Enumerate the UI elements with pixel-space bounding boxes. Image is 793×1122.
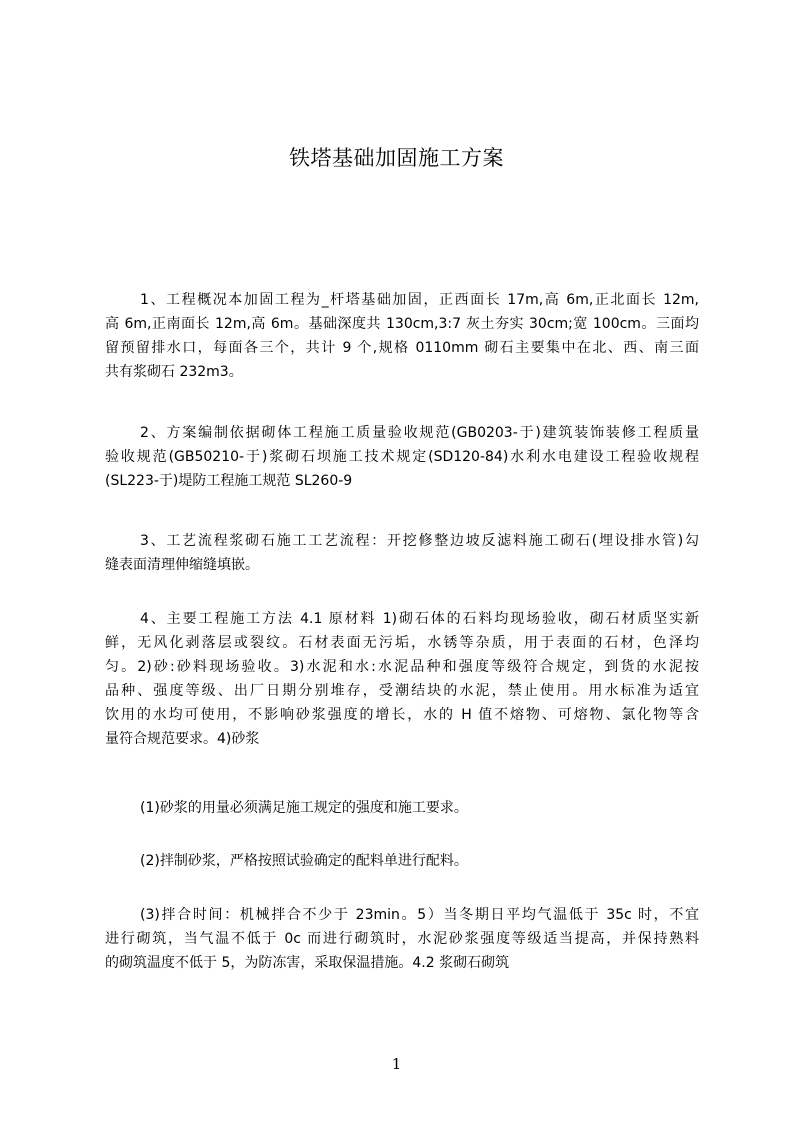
paragraph-line: 共有浆砌石 232m3。 (105, 364, 243, 380)
paragraph-line: 匀。2)砂:砂料现场验收。3)水泥和水:水泥品种和强度等级符合规定，到货的水泥按 (105, 659, 699, 675)
paragraph-line: (2)拌制砂浆，严格按照试验确定的配料单进行配料。 (140, 853, 468, 869)
paragraph-line: (SL223-于)堤防工程施工规范 SL260-9 (105, 473, 353, 489)
paragraph-line: 验收规范(GB50210-于)浆砌石坝施工技术规定(SD120-84)水利水电建设工程验收规程 (105, 449, 699, 465)
paragraph-line: 量符合规范要求。4)砂浆 (105, 731, 260, 747)
paragraph-line: 鲜，无风化剥落层或裂纹。石材表面无污垢，水锈等杂质，用于表面的石材，色泽均 (105, 635, 699, 651)
paragraph-line: 4、主要工程施工方法 4.1 原材料 1)砌石体的石料均现场验收，砌石材质坚实新 (140, 611, 699, 627)
paragraph-mixing-time (105, 903, 699, 975)
paragraph-construction-methods (105, 607, 699, 751)
paragraph-line: 1、工程概况本加固工程为_杆塔基础加固，正西面长 17m,高 6m,正北面长 12m, (140, 292, 699, 308)
paragraph-line: 进行砌筑，当气温不低于 0c 而进行砌筑时，水泥砂浆强度等级适当提高，并保持熟料 (105, 931, 699, 947)
paragraph-line: 3、工艺流程浆砌石施工工艺流程：开挖修整边坡反滤料施工砌石(埋设排水管)勾 (140, 533, 699, 549)
paragraph-line: (3)拌合时间：机械拌合不少于 23min。5）当冬期日平均气温低于 35c 时，不宜 (140, 907, 699, 923)
paragraph-line: 品种、强度等级、出厂日期分别堆存，受潮结块的水泥，禁止使用。用水标准为适宜 (105, 683, 699, 699)
paragraph-line: 2、方案编制依据砌体工程施工质量验收规范(GB0203-于)建筑装饰装修工程质量 (140, 425, 699, 441)
page-number: 1 (391, 1055, 402, 1073)
paragraph-line: 的砌筑温度不低于 5，为防冻害，采取保温措施。4.2 浆砌石砌筑 (105, 955, 510, 971)
paragraph-process-flow (105, 529, 699, 577)
paragraph-mortar-mixing (105, 849, 699, 873)
document-title: 铁塔基础加固施工方案 (289, 146, 504, 170)
paragraph-line: 留预留排水口，每面各三个，共计 9 个,规格 0110mm 砌石主要集中在北、西、南三面 (105, 340, 699, 356)
paragraph-line: 饮用的水均可使用，不影响砂浆强度的增长，水的 H 值不熔物、可熔物、氯化物等含 (105, 707, 699, 723)
paragraph-line: (1)砂浆的用量必须满足施工规定的强度和施工要求。 (140, 800, 468, 816)
paragraph-mortar-quantity (105, 796, 699, 820)
paragraph-project-overview (105, 288, 699, 384)
paragraph-line: 高 6m,正南面长 12m,高 6m。基础深度共 130cm,3:7 灰土夯实 30cm;宽 100cm。三面均 (105, 316, 699, 332)
paragraph-line: 缝表面清理伸缩缝填嵌。 (105, 557, 259, 573)
paragraph-basis (105, 421, 699, 493)
